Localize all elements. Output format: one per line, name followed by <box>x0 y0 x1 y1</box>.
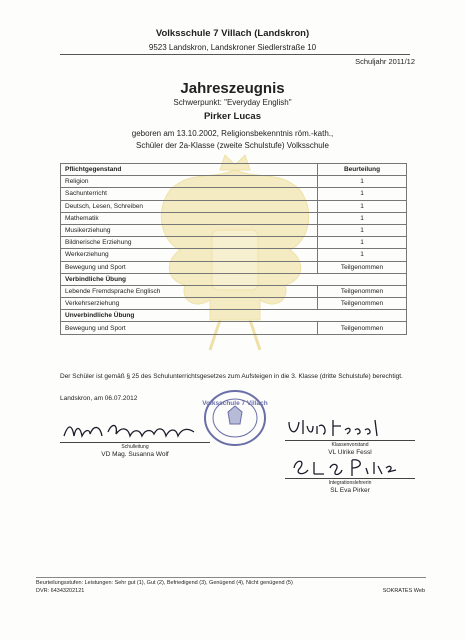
table-row <box>61 285 407 297</box>
nonbinding-section-title: Unverbindliche Übung <box>61 310 407 322</box>
grading-scale: Beurteilungsstufen: Leistungen: Sehr gut (1), Gut (2), Befriedigend (3), Genügend (4), Nicht genügend (5) <box>36 580 293 586</box>
subject-cell: Bildnerische Erziehung <box>61 237 318 249</box>
subject-cell: Bewegung und Sport <box>61 261 318 273</box>
principal-signature-line <box>60 442 210 443</box>
grade-column-header: Beurteilung <box>318 164 407 176</box>
class-teacher-signature <box>285 416 385 440</box>
grade-cell: 1 <box>318 224 407 236</box>
grade-cell: Teilgenommen <box>318 285 407 297</box>
principal-signature <box>60 418 200 444</box>
school-seal <box>200 388 270 448</box>
place-date: Landskron, am 06.07.2012 <box>60 395 138 402</box>
table-header-row <box>61 164 407 176</box>
grade-cell: 1 <box>318 212 407 224</box>
section-header-row <box>61 273 407 285</box>
binding-section-title: Verbindliche Übung <box>61 273 407 285</box>
promotion-note: Der Schüler ist gemäß § 25 des Schulunterrichtsgesetzes zum Aufsteigen in die 3. Klasse (dritte Schulstufe) berechtigt. <box>60 373 403 380</box>
subject-cell: Sachunterricht <box>61 188 318 200</box>
grade-cell: 1 <box>318 237 407 249</box>
school-address: 9523 Landskron, Landskroner Siedlerstraße 10 <box>148 43 317 52</box>
principal-name: VD Mag. Susanna Wolf <box>101 451 169 458</box>
subject-cell: Werkerziehung <box>61 249 318 261</box>
table-row <box>61 200 407 212</box>
table-row <box>61 249 407 261</box>
subject-column-header: Pflichtgegenstand <box>61 164 318 176</box>
seal-text: Volksschule 7 Villach <box>202 400 268 407</box>
integration-teacher-role: Integrationslehrerin <box>328 480 372 486</box>
class-teacher-role: Klassenvorstand <box>331 442 369 448</box>
header-divider <box>60 54 410 55</box>
table-row <box>61 212 407 224</box>
grade-cell: Teilgenommen <box>318 322 407 334</box>
integration-teacher-name: SL Eva Pirker <box>330 487 370 494</box>
subject-cell: Religion <box>61 176 318 188</box>
class-teacher-signature-line <box>285 440 415 441</box>
subject-cell: Deutsch, Lesen, Schreiben <box>61 200 318 212</box>
footer-divider <box>36 577 426 578</box>
school-year: Schuljahr 2011/12 <box>355 57 415 66</box>
table-row <box>61 188 407 200</box>
school-name: Volksschule 7 Villach (Landskron) <box>155 28 310 39</box>
dvr-number: DVR: 64343202121 <box>36 588 85 594</box>
integration-teacher-signature <box>290 456 400 478</box>
grade-cell: 1 <box>318 176 407 188</box>
table-row <box>61 261 407 273</box>
subject-cell: Bewegung und Sport <box>61 322 318 334</box>
grade-cell: 1 <box>318 188 407 200</box>
subject-cell: Lebende Fremdsprache Englisch <box>61 285 318 297</box>
table-row <box>61 237 407 249</box>
principal-role: Schulleitung <box>121 444 149 450</box>
class-teacher-name: VL Ulrike Fessl <box>328 449 372 456</box>
table-row <box>61 224 407 236</box>
student-name: Pirker Lucas <box>203 111 262 122</box>
subject-cell: Musikerziehung <box>61 224 318 236</box>
table-row <box>61 298 407 310</box>
certificate-focus: Schwerpunkt: "Everyday English" <box>173 98 292 107</box>
birth-line: geboren am 13.10.2002, Religionsbekenntnis röm.-kath., <box>131 129 334 138</box>
grades-table <box>60 163 407 335</box>
grade-cell: 1 <box>318 249 407 261</box>
section-header-row <box>61 310 407 322</box>
table-row <box>61 176 407 188</box>
subject-cell: Mathematik <box>61 212 318 224</box>
table-row <box>61 322 407 334</box>
grade-cell: Teilgenommen <box>318 261 407 273</box>
subject-cell: Verkehrserziehung <box>61 298 318 310</box>
certificate-title: Jahreszeugnis <box>180 80 285 97</box>
software-label: SOKRATES Web <box>382 588 425 594</box>
class-line: Schüler der 2a-Klasse (zweite Schulstufe) Volksschule <box>136 141 329 150</box>
grade-cell: Teilgenommen <box>318 298 407 310</box>
integration-teacher-signature-line <box>285 478 415 479</box>
grade-cell: 1 <box>318 200 407 212</box>
